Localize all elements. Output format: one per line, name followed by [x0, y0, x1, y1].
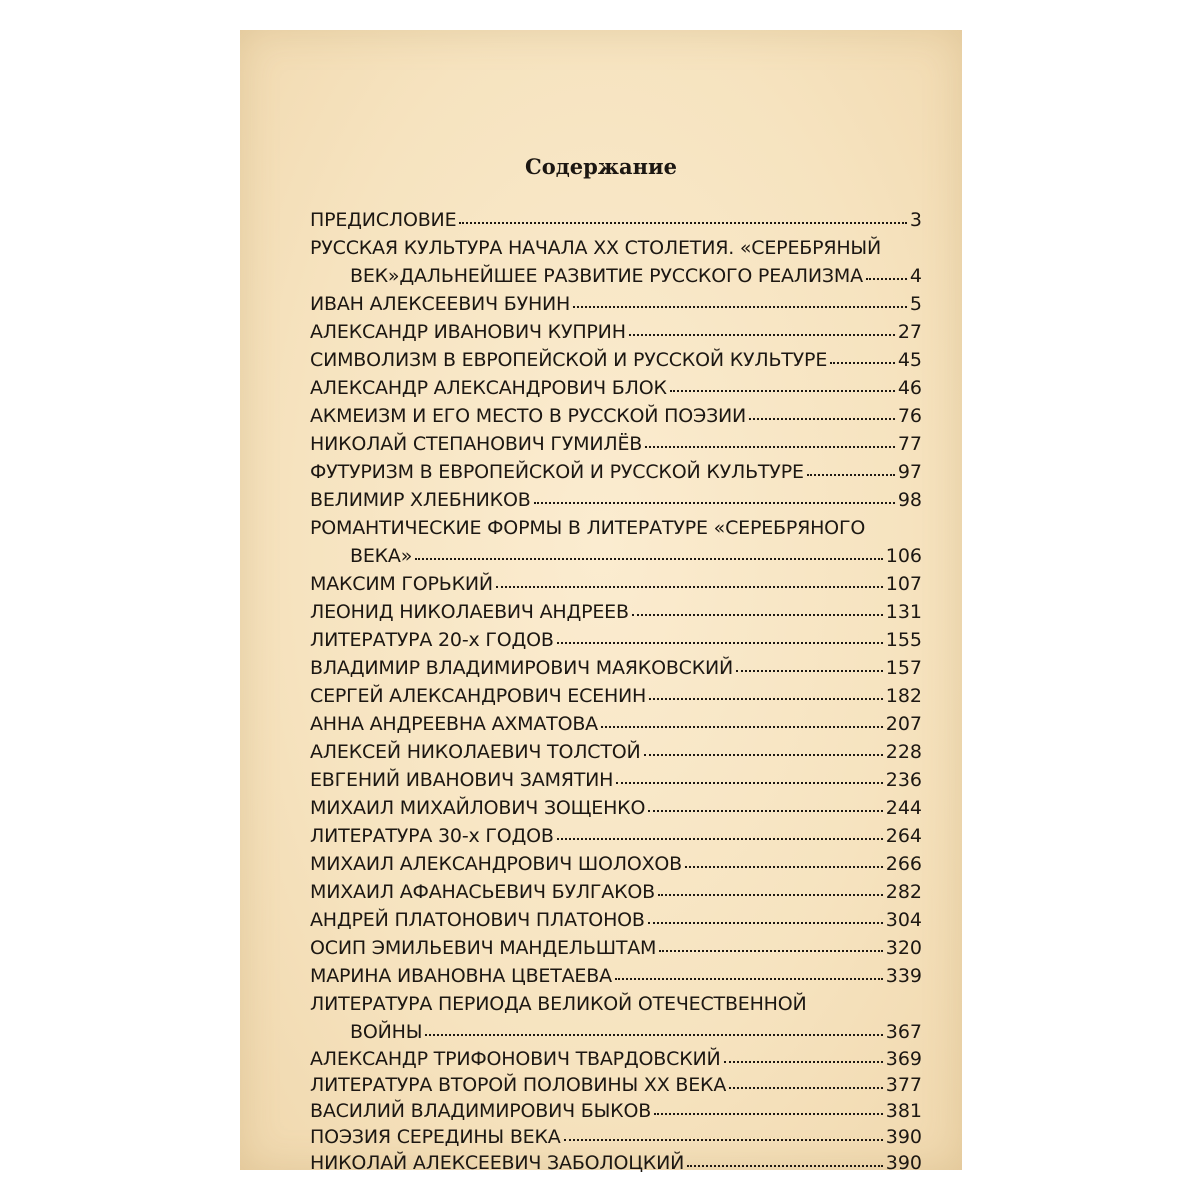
entry-title: АНДРЕЙ ПЛАТОНОВИЧ ПЛАТОНОВ [310, 909, 645, 931]
toc-entry [310, 626, 922, 654]
dot-leader [496, 580, 883, 588]
toc-entry [310, 1046, 922, 1072]
entry-page-number: 244 [885, 797, 922, 819]
entry-title: АЛЕКСАНДР ИВАНОВИЧ КУПРИН [310, 321, 626, 343]
dot-leader [687, 1159, 883, 1167]
dot-leader [729, 1081, 883, 1089]
dot-leader [724, 1055, 883, 1063]
toc-entry [310, 1072, 922, 1098]
entry-page-number: 304 [885, 909, 922, 931]
toc-entry [310, 906, 922, 934]
toc-entry [310, 486, 922, 514]
toc-entry [310, 430, 922, 458]
entry-title: ВЛАДИМИР ВЛАДИМИРОВИЧ МАЯКОВСКИЙ [310, 657, 734, 679]
dot-leader [459, 216, 907, 224]
entry-title: МАКСИМ ГОРЬКИЙ [310, 573, 493, 595]
dot-leader [649, 692, 883, 700]
dot-leader [658, 888, 883, 896]
dot-leader [425, 1028, 882, 1036]
entry-title: СИМВОЛИЗМ В ЕВРОПЕЙСКОЙ И РУССКОЙ КУЛЬТУРЕ [310, 349, 828, 371]
dot-leader [670, 384, 895, 392]
entry-page-number: 264 [885, 825, 922, 847]
entry-title: ЛИТЕРАТУРА ВТОРОЙ ПОЛОВИНЫ XX ВЕКА [310, 1074, 727, 1096]
dot-leader [830, 356, 895, 364]
entry-page-number: 4 [909, 265, 922, 287]
entry-page-number: 369 [885, 1048, 922, 1070]
entry-page-number: 228 [885, 741, 922, 763]
entry-title: ЛЕОНИД НИКОЛАЕВИЧ АНДРЕЕВ [310, 601, 629, 623]
dot-leader [685, 860, 883, 868]
entry-title-continuation: ВЕК»ДАЛЬНЕЙШЕЕ РАЗВИТИЕ РУССКОГО РЕАЛИЗМА [350, 265, 863, 287]
toc-entry [310, 794, 922, 822]
toc-entry [310, 878, 922, 906]
entry-page-number: 266 [885, 853, 922, 875]
toc-entry [310, 318, 922, 346]
entry-page-number: 182 [885, 685, 922, 707]
dot-leader [415, 552, 883, 560]
entry-title: АКМЕИЗМ И ЕГО МЕСТО В РУССКОЙ ПОЭЗИИ [310, 405, 747, 427]
dot-leader [534, 496, 895, 504]
dot-leader [807, 468, 895, 476]
entry-page-number: 97 [897, 461, 922, 483]
dot-leader [644, 748, 883, 756]
entry-page-number: 320 [885, 937, 922, 959]
dot-leader [629, 328, 895, 336]
entry-title: АЛЕКСЕЙ НИКОЛАЕВИЧ ТОЛСТОЙ [310, 741, 641, 763]
entry-page-number: 155 [885, 629, 922, 651]
entry-page-number: 5 [909, 293, 922, 315]
dot-leader [645, 440, 895, 448]
toc-entry [310, 514, 922, 570]
entry-page-number: 157 [885, 657, 922, 679]
entry-title: ПОЭЗИЯ СЕРЕДИНЫ ВЕКА [310, 1126, 561, 1148]
entry-title-continuation: ВОЙНЫ [350, 1021, 423, 1043]
toc-entry [310, 766, 922, 794]
dot-leader [736, 664, 883, 672]
toc-entry [310, 962, 922, 990]
entry-page-number: 381 [885, 1100, 922, 1122]
entry-title: ЛИТЕРАТУРА ПЕРИОДА ВЕЛИКОЙ ОТЕЧЕСТВЕННОЙ [310, 993, 807, 1015]
table-of-contents [310, 206, 922, 1176]
book-page [240, 30, 962, 1174]
dot-leader [601, 720, 883, 728]
toc-entry [310, 374, 922, 402]
entry-page-number: 77 [897, 433, 922, 455]
toc-entry [310, 458, 922, 486]
entry-title: ВАСИЛИЙ ВЛАДИМИРОВИЧ БЫКОВ [310, 1100, 652, 1122]
entry-title: АЛЕКСАНДР ТРИФОНОВИЧ ТВАРДОВСКИЙ [310, 1048, 721, 1070]
page-title: Содержание [525, 154, 677, 179]
entry-title: МИХАИЛ АЛЕКСАНДРОВИЧ ШОЛОХОВ [310, 853, 682, 875]
entry-title: НИКОЛАЙ СТЕПАНОВИЧ ГУМИЛЁВ [310, 433, 643, 455]
entry-title: ОСИП ЭМИЛЬЕВИЧ МАНДЕЛЬШТАМ [310, 937, 657, 959]
entry-page-number: 390 [885, 1126, 922, 1148]
toc-entry [310, 710, 922, 738]
entry-title: РОМАНТИЧЕСКИЕ ФОРМЫ В ЛИТЕРАТУРЕ «СЕРЕБРЯНОГО [310, 517, 866, 539]
toc-entry [310, 598, 922, 626]
toc-entry [310, 1098, 922, 1124]
entry-page-number: 339 [885, 965, 922, 987]
toc-entry [310, 290, 922, 318]
entry-title: ИВАН АЛЕКСЕЕВИЧ БУНИН [310, 293, 571, 315]
entry-title: ФУТУРИЗМ В ЕВРОПЕЙСКОЙ И РУССКОЙ КУЛЬТУРЕ [310, 461, 804, 483]
entry-title: ЛИТЕРАТУРА 30-х ГОДОВ [310, 825, 554, 847]
entry-page-number: 3 [909, 209, 922, 231]
entry-page-number: 377 [885, 1074, 922, 1096]
dot-leader [616, 776, 882, 784]
toc-entry [310, 570, 922, 598]
toc-entry [310, 1124, 922, 1150]
entry-title-continuation: ВЕКА» [350, 545, 413, 567]
entry-page-number: 27 [897, 321, 922, 343]
entry-page-number: 98 [897, 489, 922, 511]
dot-leader [573, 300, 907, 308]
entry-page-number: 236 [885, 769, 922, 791]
entry-page-number: 46 [897, 377, 922, 399]
dot-leader [749, 412, 895, 420]
dot-leader [615, 972, 883, 980]
entry-title: АЛЕКСАНДР АЛЕКСАНДРОВИЧ БЛОК [310, 377, 667, 399]
entry-page-number: 131 [885, 601, 922, 623]
toc-entry [310, 654, 922, 682]
entry-title: АННА АНДРЕЕВНА АХМАТОВА [310, 713, 598, 735]
toc-entry [310, 682, 922, 710]
entry-title: ЛИТЕРАТУРА 20-х ГОДОВ [310, 629, 554, 651]
entry-title: МИХАИЛ МИХАЙЛОВИЧ ЗОЩЕНКО [310, 797, 646, 819]
dot-leader [659, 944, 882, 952]
entry-page-number: 107 [885, 573, 922, 595]
entry-page-number: 367 [885, 1021, 922, 1043]
entry-title: НИКОЛАЙ АЛЕКСЕЕВИЧ ЗАБОЛОЦКИЙ [310, 1152, 685, 1174]
dot-leader [557, 636, 883, 644]
toc-entry [310, 850, 922, 878]
entry-title: ПРЕДИСЛОВИЕ [310, 209, 457, 231]
toc-entry [310, 1150, 922, 1176]
entry-page-number: 390 [885, 1152, 922, 1174]
dot-leader [564, 1133, 883, 1141]
toc-entry [310, 990, 922, 1046]
dot-leader [557, 832, 883, 840]
entry-title: МИХАИЛ АФАНАСЬЕВИЧ БУЛГАКОВ [310, 881, 655, 903]
entry-page-number: 207 [885, 713, 922, 735]
toc-entry [310, 234, 922, 290]
entry-title: РУССКАЯ КУЛЬТУРА НАЧАЛА XX СТОЛЕТИЯ. «СЕРЕБРЯНЫЙ [310, 237, 882, 259]
entry-title: ЕВГЕНИЙ ИВАНОВИЧ ЗАМЯТИН [310, 769, 614, 791]
toc-entry [310, 346, 922, 374]
entry-title: МАРИНА ИВАНОВНА ЦВЕТАЕВА [310, 965, 612, 987]
dot-leader [648, 916, 883, 924]
toc-entry [310, 738, 922, 766]
dot-leader [648, 804, 883, 812]
entry-page-number: 45 [897, 349, 922, 371]
entry-page-number: 106 [885, 545, 922, 567]
dot-leader [632, 608, 883, 616]
entry-page-number: 282 [885, 881, 922, 903]
toc-entry [310, 206, 922, 234]
toc-entry [310, 934, 922, 962]
entry-page-number: 76 [897, 405, 922, 427]
toc-entry [310, 822, 922, 850]
dot-leader [654, 1107, 883, 1115]
entry-title: ВЕЛИМИР ХЛЕБНИКОВ [310, 489, 531, 511]
dot-leader [866, 272, 907, 280]
toc-entry [310, 402, 922, 430]
entry-title: СЕРГЕЙ АЛЕКСАНДРОВИЧ ЕСЕНИН [310, 685, 647, 707]
